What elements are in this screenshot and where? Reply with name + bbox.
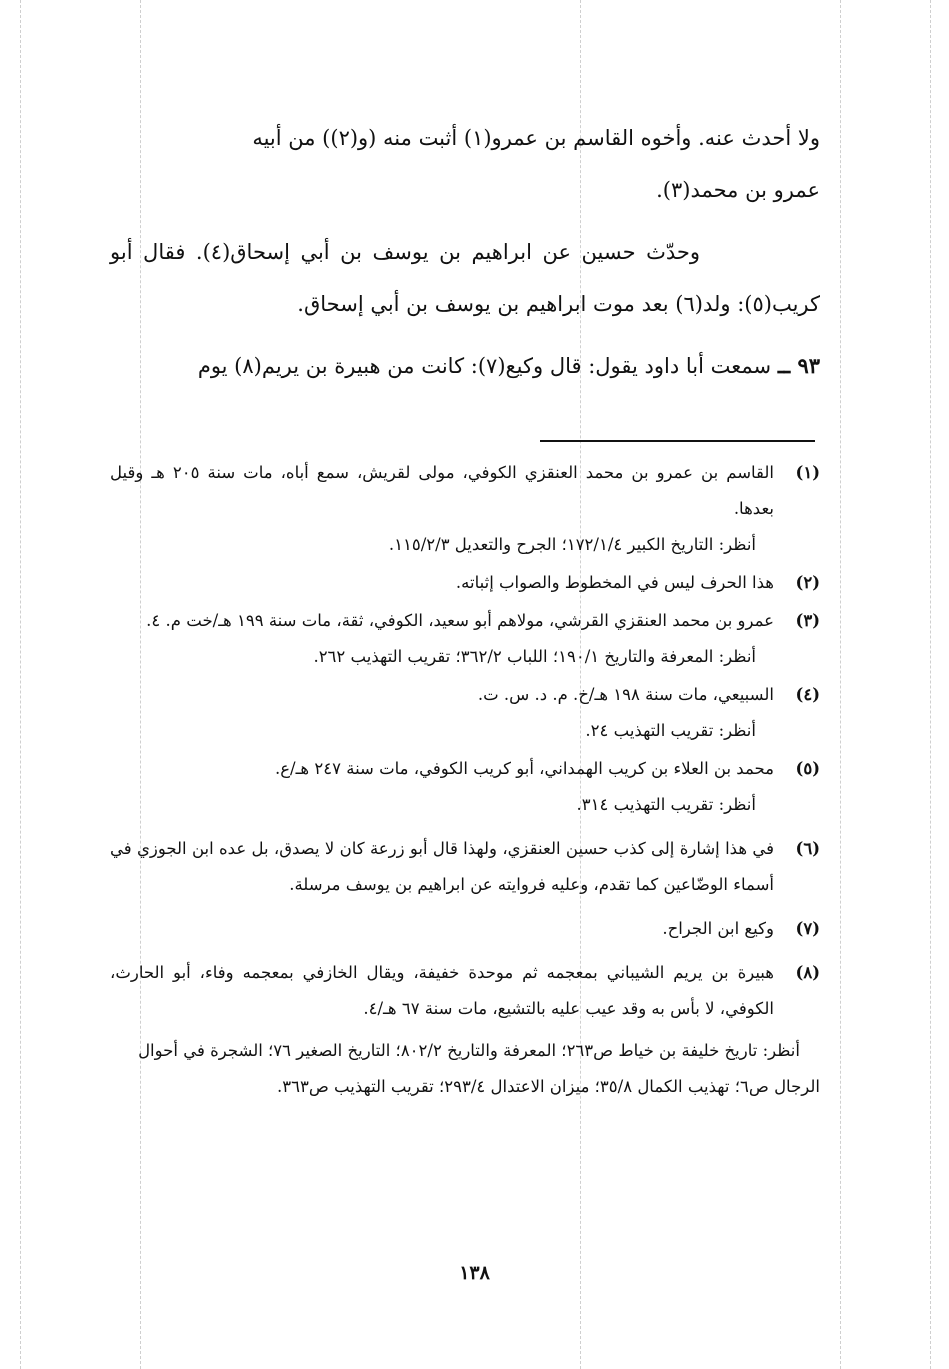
footnote-text: السبيعي، مات سنة ١٩٨ هـ/خ. م. د. س. ت. <box>477 685 774 704</box>
footnote-closing-reference: أنظر: تاريخ خليفة بن خياط ص٢٦٣؛ المعرفة والتاريخ ٨٠٢/٢؛ التاريخ الصغير ٧٦؛ الشجرة في أحوال الرجال ص٦؛ تهذيب الكمال ٣٥/٨؛ ميزان الاعتدال ٢٩٣/٤؛ تقريب التهذيب ص٣٦٣. <box>138 1041 820 1096</box>
footnote-text: عمرو بن محمد العنقزي القرشي، مولاهم أبو سعيد، الكوفي، ثقة، مات سنة ١٩٩ هـ/خت م. ٤. <box>146 611 774 630</box>
main-text <box>110 112 820 392</box>
footnote-number: (٢) <box>795 573 820 592</box>
footnote-reference: أنظر: تقريب التهذيب ٣١٤. <box>576 795 756 814</box>
footnote-number: (٦) <box>795 839 820 858</box>
entry-text: سمعت أبا داود يقول: قال وكيع(٧): كانت من هبيرة بن يريم(٨) يوم <box>197 354 772 378</box>
footnote-5 <box>110 751 820 823</box>
footnote-6 <box>110 831 820 903</box>
footnote-number: (٨) <box>795 963 820 982</box>
footnote-number: (٤) <box>795 685 820 704</box>
footnote-2 <box>110 565 820 601</box>
footnote-text: هبيرة بن يريم الشيباني بمعجمه ثم موحدة خفيفة، ويقال الخازفي بمعجمه وفاء، أبو الحارث، الكوفي، لا بأس به وقد عيب عليه بالتشيع، مات سنة ٦٧ هـ/٤. <box>110 963 774 1018</box>
footnote-reference: أنظر: التاريخ الكبير ١٧٢/١/٤؛ الجرح والتعديل ١١٥/٢/٣. <box>388 535 756 554</box>
page-number: ١٣٨ <box>459 1262 490 1284</box>
entry-number: ٩٣ ــ <box>777 353 820 378</box>
text-line-1: ولا أحدث عنه. وأخوه القاسم بن عمرو(١) أثبت منه (و(٢)) من أبيه <box>252 126 820 150</box>
footnote-8 <box>110 955 820 1027</box>
footnote-7 <box>110 911 820 947</box>
footnote-text: القاسم بن عمرو بن محمد العنقزي الكوفي، مولى لقريش، سمع أباه، مات سنة ٢٠٥ هـ وقيل بعدها. <box>110 463 775 518</box>
footnote-reference: أنظر: تقريب التهذيب ٢٤. <box>585 721 756 740</box>
footnote-text: محمد بن العلاء بن كريب الهمداني، أبو كريب الكوفي، مات سنة ٢٤٧ هـ/ع. <box>274 759 774 778</box>
footnote-divider <box>540 440 815 442</box>
footnote-4 <box>110 677 820 749</box>
footnote-reference: أنظر: المعرفة والتاريخ ١٩٠/١؛ اللباب ٣٦٢/٢؛ تقريب التهذيب ٢٦٢. <box>313 647 756 666</box>
footnote-number: (١) <box>795 463 820 482</box>
text-paragraph-2: وحدّث حسين عن ابراهيم بن يوسف بن أبي إسحاق(٤). فقال أبو كريب(٥): ولد(٦) بعد موت ابراهيم بن يوسف بن أبي إسحاق. <box>110 240 820 316</box>
footnote-number: (٣) <box>795 611 820 630</box>
footnote-1 <box>110 455 820 563</box>
footnote-text: وكيع ابن الجراح. <box>662 919 774 938</box>
footnote-number: (٥) <box>795 759 820 778</box>
margin-guide <box>930 0 931 1369</box>
footnote-number: (٧) <box>795 919 820 938</box>
footnote-3 <box>110 603 820 675</box>
text-line-2: عمرو بن محمد(٣). <box>656 178 820 202</box>
footnote-text: هذا الحرف ليس في المخطوط والصواب إثباته. <box>455 573 774 592</box>
entry-93 <box>110 340 820 392</box>
margin-guide <box>840 0 841 1369</box>
margin-guide <box>20 0 21 1369</box>
footnotes <box>110 455 820 1122</box>
footnote-text: في هذا إشارة إلى كذب حسين العنقزي، ولهذا قال أبو زرعة كان لا يصدق، بل عده ابن الجوزي في أسماء الوضّاعين كما تقدم، وعليه فروايته عن ابراهيم بن يوسف مرسلة. <box>110 839 774 894</box>
